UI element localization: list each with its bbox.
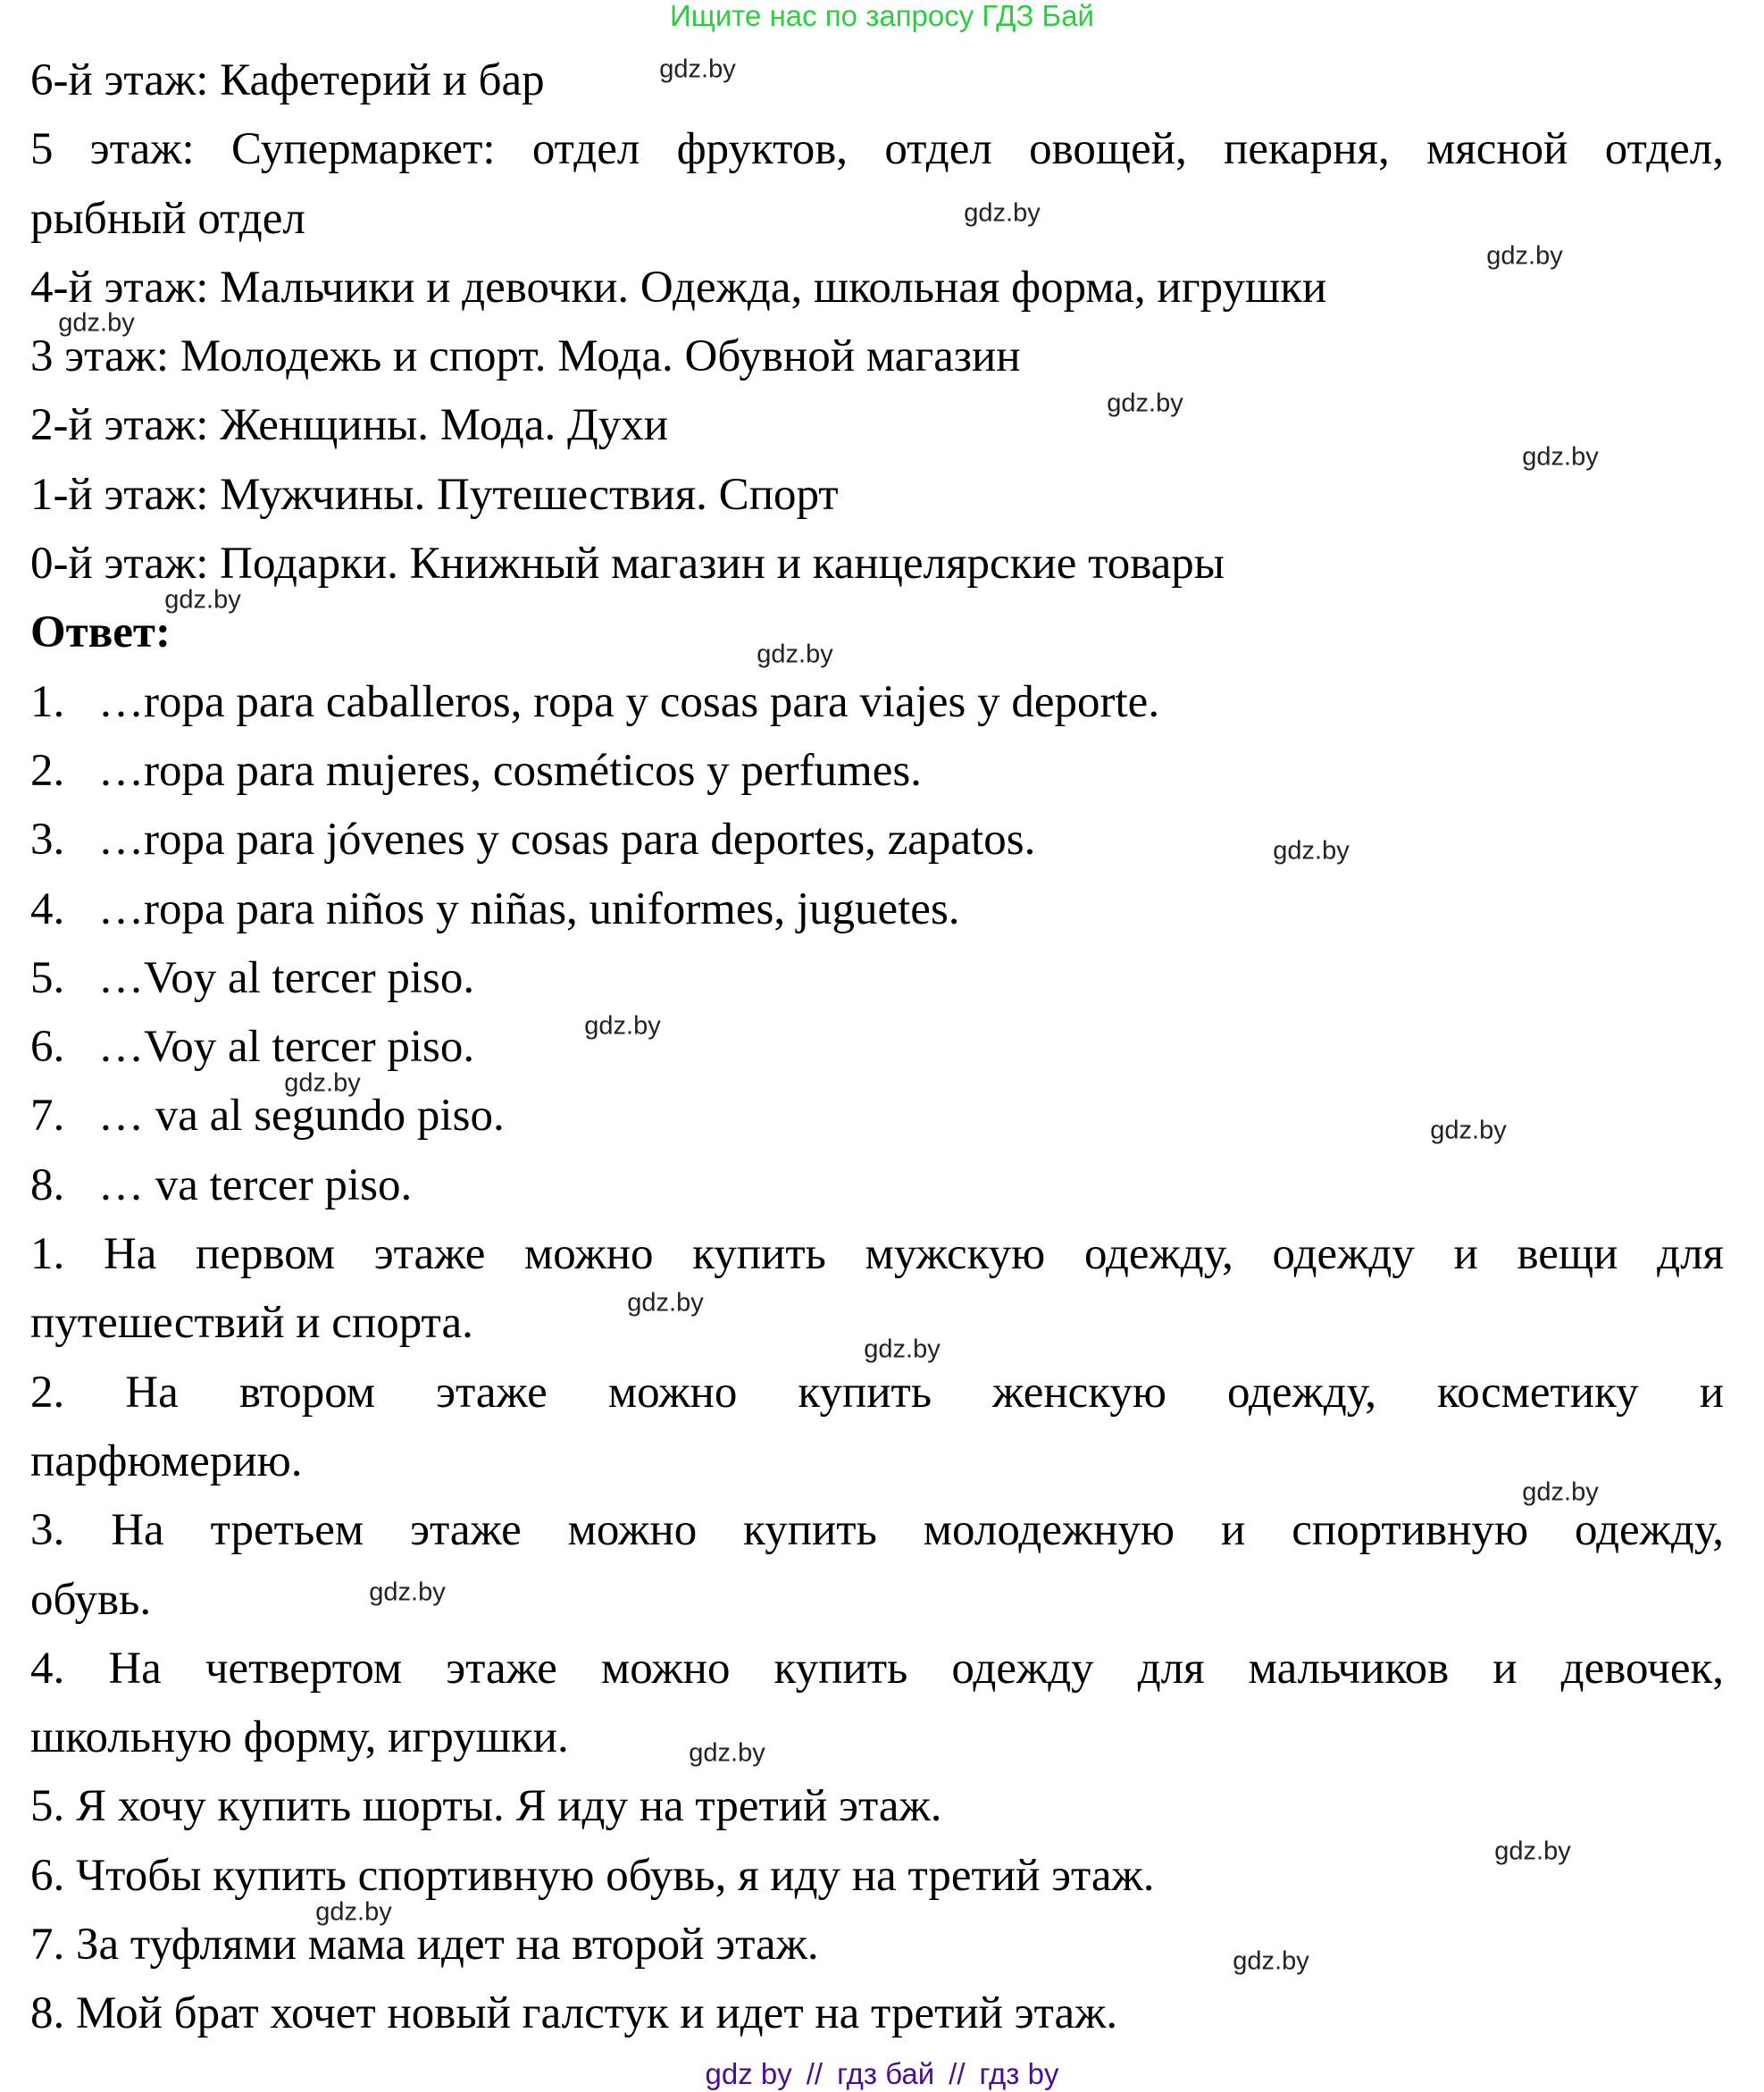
answer-number: 2. (30, 745, 65, 796)
watermark: gdz.by (1107, 389, 1183, 418)
answer-text: …ropa para niños y niñas, uniformes, juguetes. (98, 883, 960, 934)
russian-answer-line: 8. Мой брат хочет новый галстук и идет на третий этаж. (30, 1988, 1118, 2039)
answer-number: 5. (30, 952, 65, 1003)
answer-heading: Ответ: (30, 607, 171, 658)
watermark: gdz.by (1522, 442, 1599, 472)
answer-number: 1. (30, 676, 65, 727)
answer-number: 8. (30, 1159, 65, 1210)
spanish-answer (30, 806, 1724, 874)
floor-line: 0-й этаж: Подарки. Книжный магазин и канцелярские товары (30, 539, 1225, 590)
answer-text: …ropa para caballeros, ropa y cosas para viajes y deporte. (98, 676, 1160, 727)
bottom-banner (0, 2056, 1764, 2092)
watermark: gdz.by (864, 1335, 941, 1364)
spanish-answer (30, 944, 1724, 1013)
footer-link[interactable]: гдз бай (837, 2057, 935, 2090)
watermark: gdz.by (315, 1897, 392, 1927)
footer-separator: // (806, 2057, 823, 2090)
answer-text: … va tercer piso. (98, 1159, 413, 1210)
answer-number: 6. (30, 1022, 65, 1073)
answer-number: 3. (30, 815, 65, 866)
russian-answer-line: 2. На втором этаже можно купить женскую одежду, косметику и (30, 1367, 1724, 1418)
russian-answer-line: 4. На четвертом этаже можно купить одежду для мальчиков и девочек, (30, 1643, 1724, 1694)
footer-link[interactable]: gdz by (705, 2057, 792, 2090)
watermark: gdz.by (757, 640, 833, 669)
spanish-answer (30, 737, 1724, 806)
floor-line: 1-й этаж: Мужчины. Путешествия. Спорт (30, 469, 839, 520)
watermark: gdz.by (1430, 1116, 1507, 1145)
watermark: gdz.by (1273, 836, 1350, 866)
watermark: gdz.by (1522, 1477, 1599, 1507)
watermark: gdz.by (1233, 1946, 1309, 1976)
floor-line: 2-й этаж: Женщины. Мода. Духи (30, 400, 669, 451)
watermark: gdz.by (1494, 1837, 1571, 1866)
spanish-answer (30, 668, 1724, 737)
watermark: gdz.by (689, 1738, 765, 1768)
floor-line: 6-й этаж: Кафетерий и бар (30, 55, 545, 105)
answer-text: … va al segundo piso. (98, 1091, 505, 1142)
floor-line: рыбный отдел (30, 193, 305, 244)
footer-link[interactable]: гдз by (979, 2057, 1059, 2090)
spanish-answer (30, 1151, 1724, 1220)
watermark: gdz.by (1486, 241, 1563, 271)
watermark: gdz.by (659, 54, 736, 84)
russian-answer-line: 3. На третьем этаже можно купить молодежную и спортивную одежду, (30, 1505, 1724, 1556)
russian-answer-line: обувь. (30, 1574, 152, 1625)
watermark: gdz.by (369, 1577, 446, 1607)
watermark: gdz.by (964, 198, 1041, 228)
russian-answer-line: 1. На первом этаже можно купить мужскую одежду, одежду и вещи для (30, 1229, 1724, 1280)
russian-answer-line: 6. Чтобы купить спортивную обувь, я иду на третий этаж. (30, 1850, 1155, 1901)
spanish-answer (30, 875, 1724, 944)
floor-line: 5 этаж: Супермаркет: отдел фруктов, отдел овощей, пекарня, мясной отдел, (30, 124, 1724, 175)
watermark: gdz.by (584, 1011, 661, 1041)
russian-answer-line: путешествий и спорта. (30, 1298, 473, 1349)
watermark: gdz.by (284, 1068, 361, 1098)
answer-text: …ropa para jóvenes y cosas para deportes, zapatos. (98, 815, 1036, 866)
answer-text: …Voy al tercer piso. (98, 1022, 475, 1073)
floor-line: 4-й этаж: Мальчики и девочки. Одежда, школьная форма, игрушки (30, 262, 1327, 313)
answer-number: 4. (30, 883, 65, 934)
russian-answer-line: 5. Я хочу купить шорты. Я иду на третий этаж. (30, 1781, 942, 1832)
watermark: gdz.by (627, 1288, 704, 1318)
russian-answer-line: школьную форму, игрушки. (30, 1712, 569, 1763)
russian-answer-line: парфюмерию. (30, 1435, 303, 1486)
watermark: gdz.by (164, 585, 241, 615)
answer-text: …ropa para mujeres, cosméticos y perfumes. (98, 745, 922, 796)
answer-text: …Voy al tercer piso. (98, 952, 475, 1003)
top-banner: Ищите нас по запросу ГДЗ Бай (670, 0, 1094, 32)
floor-line: 3 этаж: Молодежь и спорт. Мода. Обувной магазин (30, 331, 1021, 382)
russian-answer-line: 7. За туфлями мама идет на второй этаж. (30, 1920, 819, 1971)
footer-separator: // (949, 2057, 966, 2090)
document-body (30, 46, 1724, 2049)
watermark: gdz.by (58, 308, 135, 338)
answer-number: 7. (30, 1091, 65, 1142)
